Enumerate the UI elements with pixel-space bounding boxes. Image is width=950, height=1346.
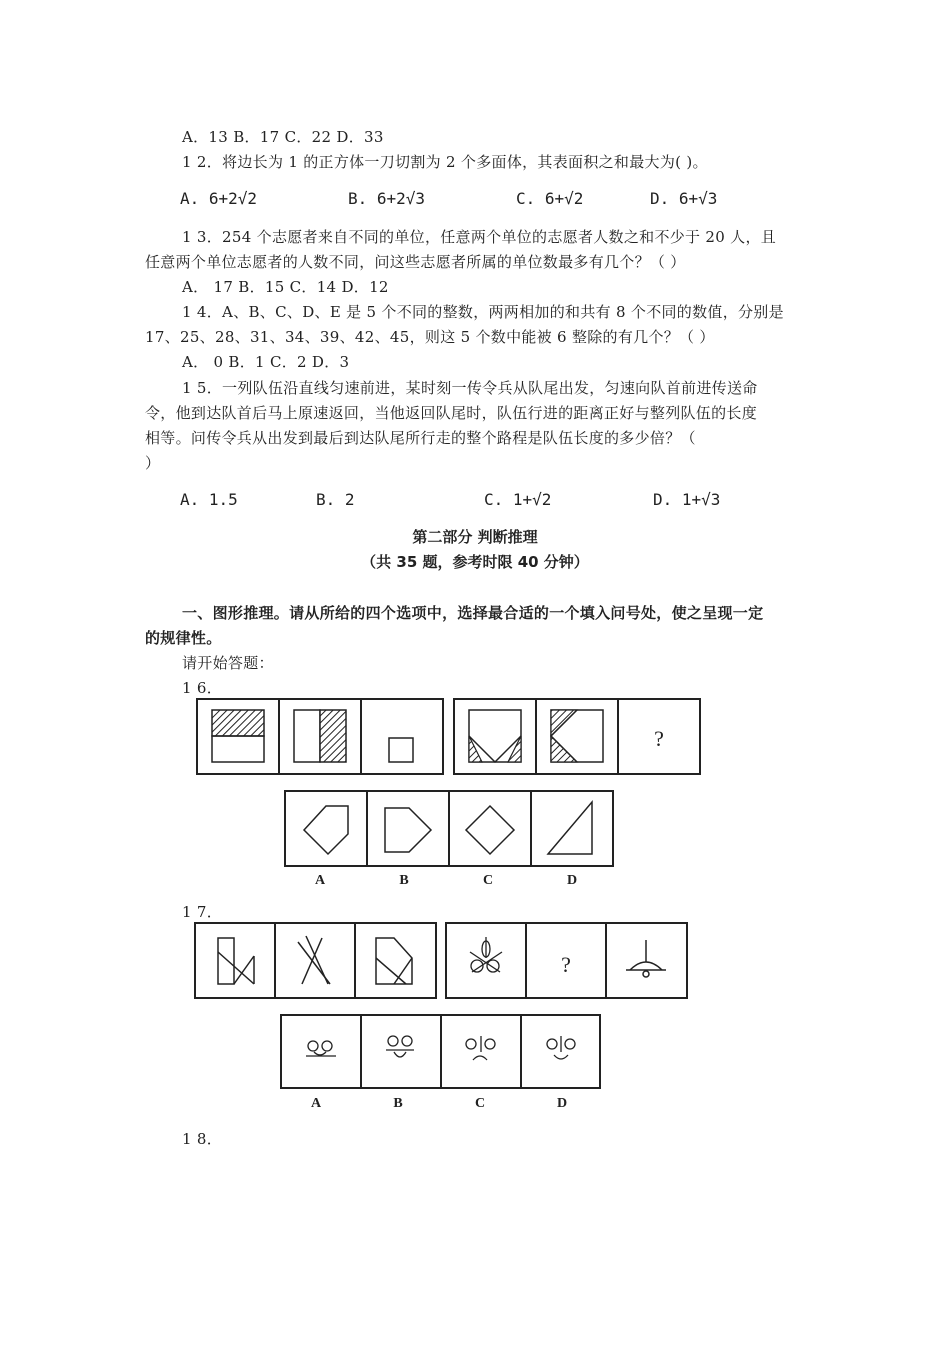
q16-question-figure [196,698,704,776]
q17-option-c-shape [466,1036,495,1060]
q15-option-c: C. 1+√2 [484,490,552,509]
q14-options: A． 0 B．1 C．2 D．3 [182,353,350,371]
section1-heading-line2: 的规律性。 [145,629,222,647]
q17-panel-1 [218,938,254,984]
q16-panel-5 [551,710,603,762]
part2-title: 第二部分 判断推理 [412,528,538,546]
q15-option-d: D. 1+√3 [653,490,721,509]
q17-number: 1 7． [182,903,223,921]
q17-panel-4 [470,937,502,972]
q17-question-figure [194,922,688,1000]
q16-number: 1 6． [182,679,223,697]
q16-panel-4 [469,710,521,762]
q17-question-mark: ? [561,952,571,977]
part2-subtitle: （共 35 题，参考时限 40 分钟） [361,553,589,571]
q16-option-c-shape [466,806,514,854]
q17-options-figure [280,1014,602,1090]
q17-option-d-shape [547,1036,575,1059]
q13-stem-line1: 1 3．254 个志愿者来自不同的单位，任意两个单位的志愿者人数之和不少于 20 人，且 [182,228,777,246]
q17-label-b: B [393,1096,403,1111]
q15-stem-line4: ） [145,454,161,472]
q12-option-c: C. 6+√2 [516,189,584,208]
q15-stem-line2: 令，他到达队首后马上原速返回，当他返回队尾时，队伍行进的距离正好与整列队伍的长度 [145,404,758,422]
q15-stem-line1: 1 5．一列队伍沿直线匀速前进，某时刻一传令兵从队尾出发，匀速向队首前进传送命 [182,379,758,397]
q15-stem-line3: 相等。问传令兵从出发到最后到达队尾所行走的整个路程是队伍长度的多少倍？（ [145,429,696,447]
q16-label-b: B [399,873,409,888]
q17-label-c: C [474,1096,486,1111]
q12-option-a: A. 6+2√2 [180,189,258,208]
q17-option-a-shape [306,1041,336,1056]
q14-stem-line1: 1 4．A、B、C、D、E 是 5 个不同的整数，两两相加的和共有 8 个不同的数值，分别是 [182,303,784,321]
q16-option-a-shape [304,806,348,854]
section1-heading-line1: 一、图形推理。请从所给的四个选项中，选择最合适的一个填入问号处，使之呈现一定 [182,604,764,622]
q12-option-d: D. 6+√3 [650,189,718,208]
q13-stem-line2: 任意两个单位志愿者的人数不同，问这些志愿者所属的单位数最多有几个？（ ） [145,253,686,271]
q15-option-b: B. 2 [316,490,355,509]
q17-panel-6 [626,940,666,977]
q16-options-figure [284,790,616,868]
q13-options: A． 17 B．15 C．14 D．12 [182,278,389,296]
q16-panel-2 [294,710,346,762]
q16-question-mark: ? [654,726,664,751]
q17-label-d: D [556,1096,568,1111]
section1-start: 请开始答题： [182,654,274,672]
q17-label-a: A [310,1096,322,1111]
q16-panel-3 [389,738,413,762]
q17-panel-3 [376,938,412,984]
q18-number: 1 8． [182,1130,223,1148]
q11-options: A．13 B．17 C．22 D．33 [182,128,384,146]
q16-panel-1 [212,710,264,762]
q12-option-b: B. 6+2√3 [348,189,426,208]
q15-option-a: A. 1.5 [180,490,238,509]
q16-label-a: A [314,873,326,888]
q16-option-b-shape [385,808,431,852]
q17-panel-2 [298,936,330,984]
q16-label-c: C [482,873,494,888]
q16-option-d-shape [548,802,592,854]
q12-stem: 1 2．将边长为 1 的正方体一刀切割为 2 个多面体，其表面积之和最大为( )。 [182,153,708,171]
q17-option-b-shape [386,1036,414,1057]
q14-stem-line2: 17、25、28、31、34、39、42、45，则这 5 个数中能被 6 整除的有几个？（ ） [145,328,715,346]
q16-label-d: D [566,873,578,888]
